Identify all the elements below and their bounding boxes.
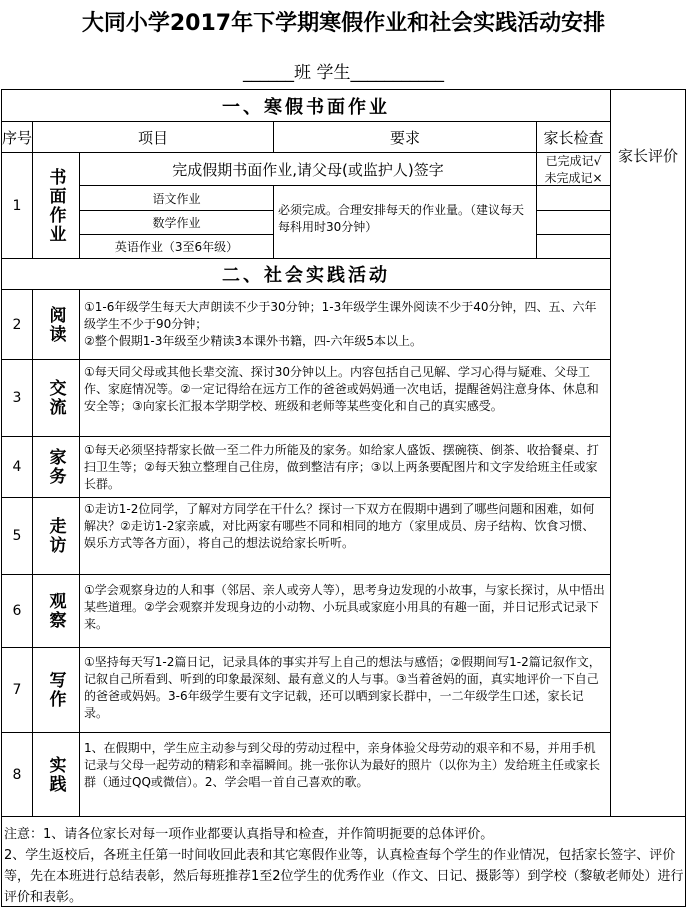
activity-category xyxy=(33,575,79,647)
header-requirement: 要求 xyxy=(389,128,420,147)
page-title: 大同小学2017年下学期寒假作业和社会实践活动安排 xyxy=(81,11,606,36)
header-parent-eval: 家长评价 xyxy=(617,146,678,165)
activity-housework-text: ①每天必须坚持帮家长做一至二件力所能及的家务。如给家人盛饭、摆碗筷、倒茶、收拾餐桌、打扫卫生等；②每天独立整理自己住房，做到整洁有序；③以上两条要配图片和文字发给班主任或家长群。 xyxy=(84,443,599,491)
activity-category xyxy=(33,290,79,359)
subject-english: 英语作业（3至6年级） xyxy=(114,240,239,254)
divider xyxy=(610,289,611,816)
activity-seq: 2 xyxy=(12,316,22,333)
activity-reading-text: ①1-6年级学生每天大声朗读不少于30分钟；1-3年级学生课外阅读不少于40分钟，四、五、六年级学生不少于90分钟； ②整个假期1-3年级至少精读3本课外书籍，四-六年级5本以上。 xyxy=(84,300,597,348)
divider xyxy=(1,359,610,360)
subject-math: 数学作业 xyxy=(152,216,201,230)
note-line-1: 注意：1、请各位家长对每一项作业都要认真指导和检查，并作简明扼要的总体评价。 xyxy=(4,827,494,842)
divider xyxy=(1,289,610,290)
subject-chinese: 语文作业 xyxy=(152,191,201,206)
header-item: 项目 xyxy=(137,128,168,147)
written-main-requirement: 完成假期书面作业,请父母(或监护人)签字 xyxy=(172,160,444,179)
check-legend xyxy=(537,153,610,185)
activity-seq: 7 xyxy=(12,682,22,698)
activity-practice-text: 1、在假期中，学生应主动参与到父母的劳动过程中，亲身体验父母劳动的艰辛和不易，并用手机记录与父母一起劳动的精彩和幸福瞬间。挑一张你认为最好的照片（以你为主）发给班主任或家长群（通过QQ或微信）。2、学会唱一首自己喜欢的歌。 xyxy=(84,741,601,789)
activity-seq: 8 xyxy=(12,766,22,783)
activity-category-label: 写作 xyxy=(45,671,66,709)
activity-category xyxy=(33,498,79,574)
table-border-right xyxy=(685,89,686,907)
check-legend-done: 已完成记√ xyxy=(545,154,602,168)
written-category xyxy=(33,153,79,258)
written-category-label: 书面作业 xyxy=(45,167,66,244)
divider xyxy=(273,122,274,152)
header-parent-check: 家长检查 xyxy=(543,128,604,147)
activity-category xyxy=(33,733,79,816)
divider xyxy=(1,497,610,498)
class-student-line: ______班 学生___________ xyxy=(243,63,444,83)
divider xyxy=(1,732,610,733)
activity-category xyxy=(33,648,79,732)
activity-visit-text: ①走访1-2位同学，了解对方同学在干什么？探讨一下双方在假期中遇到了哪些问题和困难，如何解决？②走访1-2家亲戚，对比两家有哪些不同和相同的地方（家里成员、房子结构、饮食习惯、娱乐方式等各方面），将自己的想法说给家长听听。 xyxy=(84,502,595,550)
divider xyxy=(1,647,610,648)
activity-category xyxy=(33,437,79,497)
activity-category-label: 实践 xyxy=(45,755,66,794)
header-seq: 序号 xyxy=(2,128,33,147)
section-written-title: 一、寒假书面作业 xyxy=(222,96,390,118)
activity-category-label: 阅读 xyxy=(45,305,66,344)
divider xyxy=(1,816,686,817)
activity-communication-text: ①每天同父母或其他长辈交流、探讨30分钟以上。内容包括自己见解、学习心得与疑难、父母工作、家庭情况等。②一定记得给在远方工作的爸爸或妈妈通一次电话，提醒爸妈注意身体、休息和安全等；③向家长汇报本学期学校、班级和老师等某些变化和自己的真实感受。 xyxy=(84,365,599,413)
activity-category-label: 观察 xyxy=(45,592,66,630)
activity-seq: 4 xyxy=(12,459,22,475)
note-line-2: 2、学生返校后，各班主任第一时间收回此表和其它寒假作业等，认真检查每个学生的作业情况，包括家长签字、评价等，先在本班进行总结表彰，然后每班推荐1至2位学生的优秀作业（作文、日记、摄影等）到学校（黎敏老师处）进行评价和表彰。 xyxy=(4,848,684,905)
activity-seq: 5 xyxy=(12,528,22,544)
activity-observe-text: ①学会观察身边的人和事（邻居、亲人或旁人等），思考身边发现的小故事，与家长探讨，从中悟出某些道理。②学会观察并发现身边的小动物、小玩具或家庭小用具的有趣一面，并日记形式记录下来。 xyxy=(84,583,605,631)
activity-category-label: 走访 xyxy=(45,517,66,555)
activity-category-label: 交流 xyxy=(45,379,66,417)
divider xyxy=(537,234,610,235)
activity-writing-text: ①坚持每天写1-2篇日记，记录具体的事实并写上自己的想法与感悟；②假期间写1-2篇记叙作文，记叙自己所看到、听到的印象最深刻、最有意义的人与事。③当着爸妈的面，真实地评价一下自己的爸爸或妈妈。3-6年级学生要有文字记载，还可以晒到家长群中，一二年级学生口述，家长记录。 xyxy=(84,655,601,720)
activity-seq: 3 xyxy=(12,390,22,406)
section-practice-title: 二、社会实践活动 xyxy=(222,265,390,286)
written-seq: 1 xyxy=(12,197,22,214)
activity-category-label: 家务 xyxy=(45,448,66,486)
check-legend-undone: 未完成记× xyxy=(544,171,603,185)
divider xyxy=(1,436,610,437)
divider xyxy=(536,122,537,152)
activity-category xyxy=(33,360,79,436)
divider xyxy=(1,574,610,575)
subject-requirement: 必须完成。合理安排每天的作业量。（建议每天每科用时30分钟） xyxy=(278,203,525,234)
activity-seq: 6 xyxy=(12,603,22,619)
divider xyxy=(537,210,610,211)
